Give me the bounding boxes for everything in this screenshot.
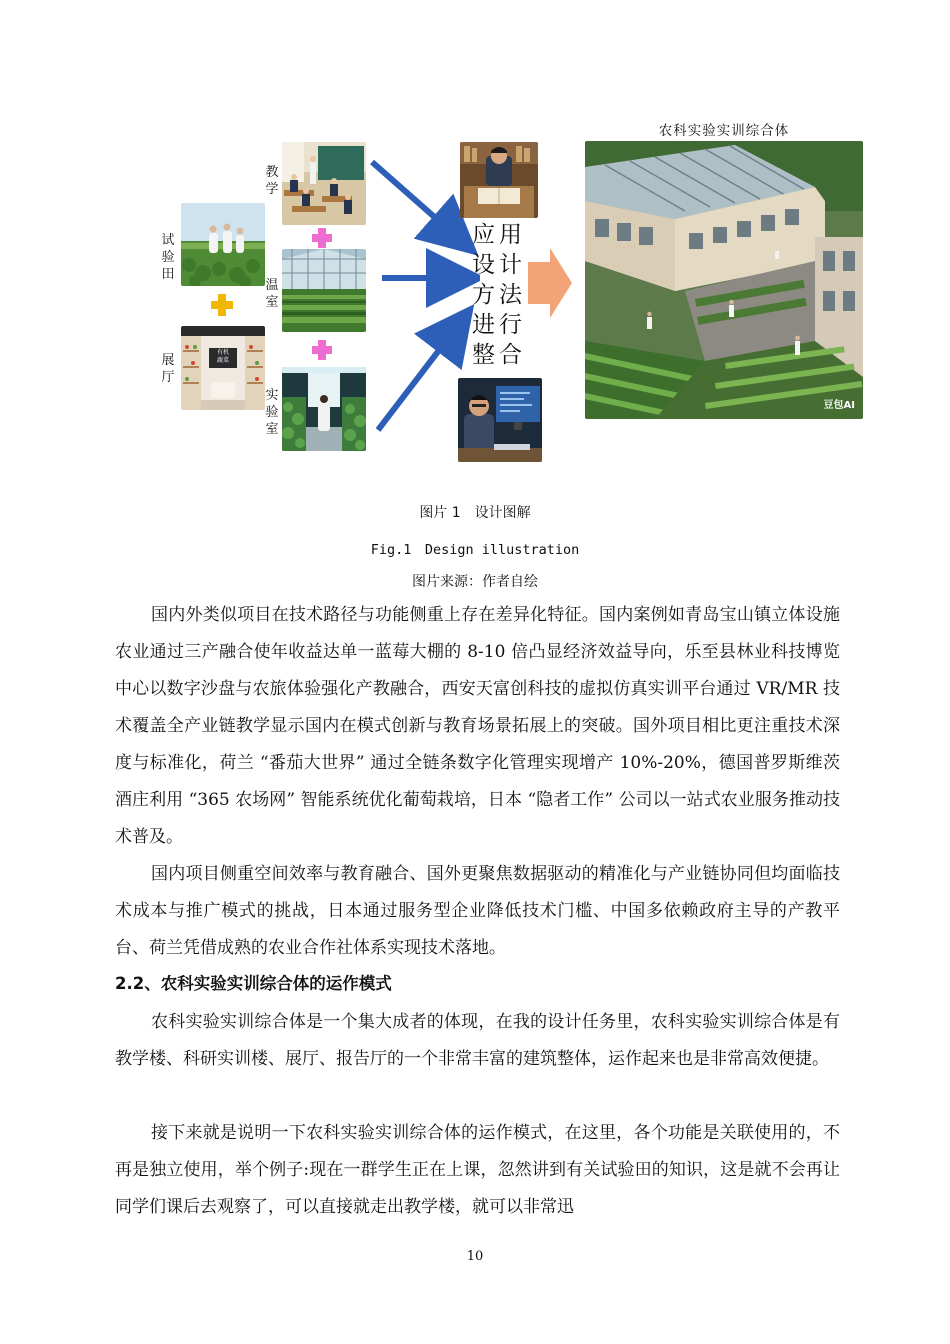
lab-photo bbox=[282, 367, 366, 451]
section-heading: 2.2、农科实验实训综合体的运作模式 bbox=[115, 974, 392, 993]
label-teaching: 教 学 bbox=[265, 165, 279, 197]
paragraph-2: 国内项目侧重空间效率与教育融合、国外更聚焦数据驱动的精准化与产业链协同但均面临技术成本与推广模式的挑战，日本通过服务型企业降低技术门槛、中国多依赖政府主导的产教平台、荷兰凭借成熟的农业合作社体系实现技术落地。 bbox=[115, 864, 840, 958]
figure-caption-en: Fig.1 Design illustration bbox=[370, 542, 580, 558]
arrow-to-complex-icon bbox=[528, 248, 572, 318]
complex-title: 农科实验实训综合体 bbox=[658, 123, 790, 139]
label-hall: 展 厅 bbox=[161, 353, 175, 385]
page-number: 10 bbox=[466, 1249, 484, 1264]
showroom-sign: 有机 蔬菜 bbox=[216, 349, 229, 364]
plus-pink-icon bbox=[312, 340, 332, 364]
greenhouse-photo bbox=[282, 249, 366, 332]
computer-photo bbox=[458, 378, 542, 462]
plus-yellow-icon bbox=[211, 294, 233, 320]
paragraph-3: 农科实验实训综合体是一个集大成者的体现，在我的设计任务里，农科实验实训综合体是有教学楼、科研实训楼、展厅、报告厅的一个非常丰富的建筑整体，运作起来也是非常高效便捷。 bbox=[115, 1012, 840, 1069]
figure-caption-cn: 图片 1 设计图解 bbox=[419, 505, 531, 521]
field-photo bbox=[181, 203, 265, 286]
teaching-photo bbox=[282, 142, 366, 225]
paragraph-4: 接下来就是说明一下农科实验实训综合体的运作模式，在这里，各个功能是关联使用的，不再是独立使用，举个例子:现在一群学生正在上课，忽然讲到有关试验田的知识，这是就不会再让同学们课后去观察了，可以直接就走出教学楼，就可以非常迅 bbox=[115, 1123, 840, 1217]
label-lab: 实 验 室 bbox=[265, 388, 279, 437]
paragraph-1: 国内外类似项目在技术路径与功能侧重上存在差异化特征。国内案例如青岛宝山镇立体设施农业通过三产融合使年收益达单一蓝莓大棚的 8-10 倍凸显经济效益导向，乐至县林业科技博览中心以数字沙盘与农旅体验强化产教融合，西安天富创科技的虚拟仿真实训平台通过 VR/MR 技术覆盖全产业链教学显示国内在模式创新与教育场景拓展上的突破。国外项目相比更注重技术深度与标准化，荷兰 “番茄大世界” 通过全链条数字化管理实现增产 10%-20%，德国普罗斯维茨酒庄利用 “365 农场网” 智能系统优化葡萄栽培，日本 “隐者工作” 公司以一站式农业服务推动技术普及。 bbox=[115, 605, 840, 847]
label-greenhouse: 温 室 bbox=[265, 278, 279, 310]
complex-render-photo bbox=[585, 141, 863, 419]
showroom-photo bbox=[181, 326, 265, 410]
method-text: 应用 设计 方法 进行 整合 bbox=[472, 222, 526, 368]
label-field: 试 验 田 bbox=[161, 233, 175, 282]
reading-photo bbox=[460, 142, 538, 218]
figure-source: 图片来源：作者自绘 bbox=[412, 574, 538, 590]
ai-watermark: 豆包AI bbox=[823, 400, 855, 411]
